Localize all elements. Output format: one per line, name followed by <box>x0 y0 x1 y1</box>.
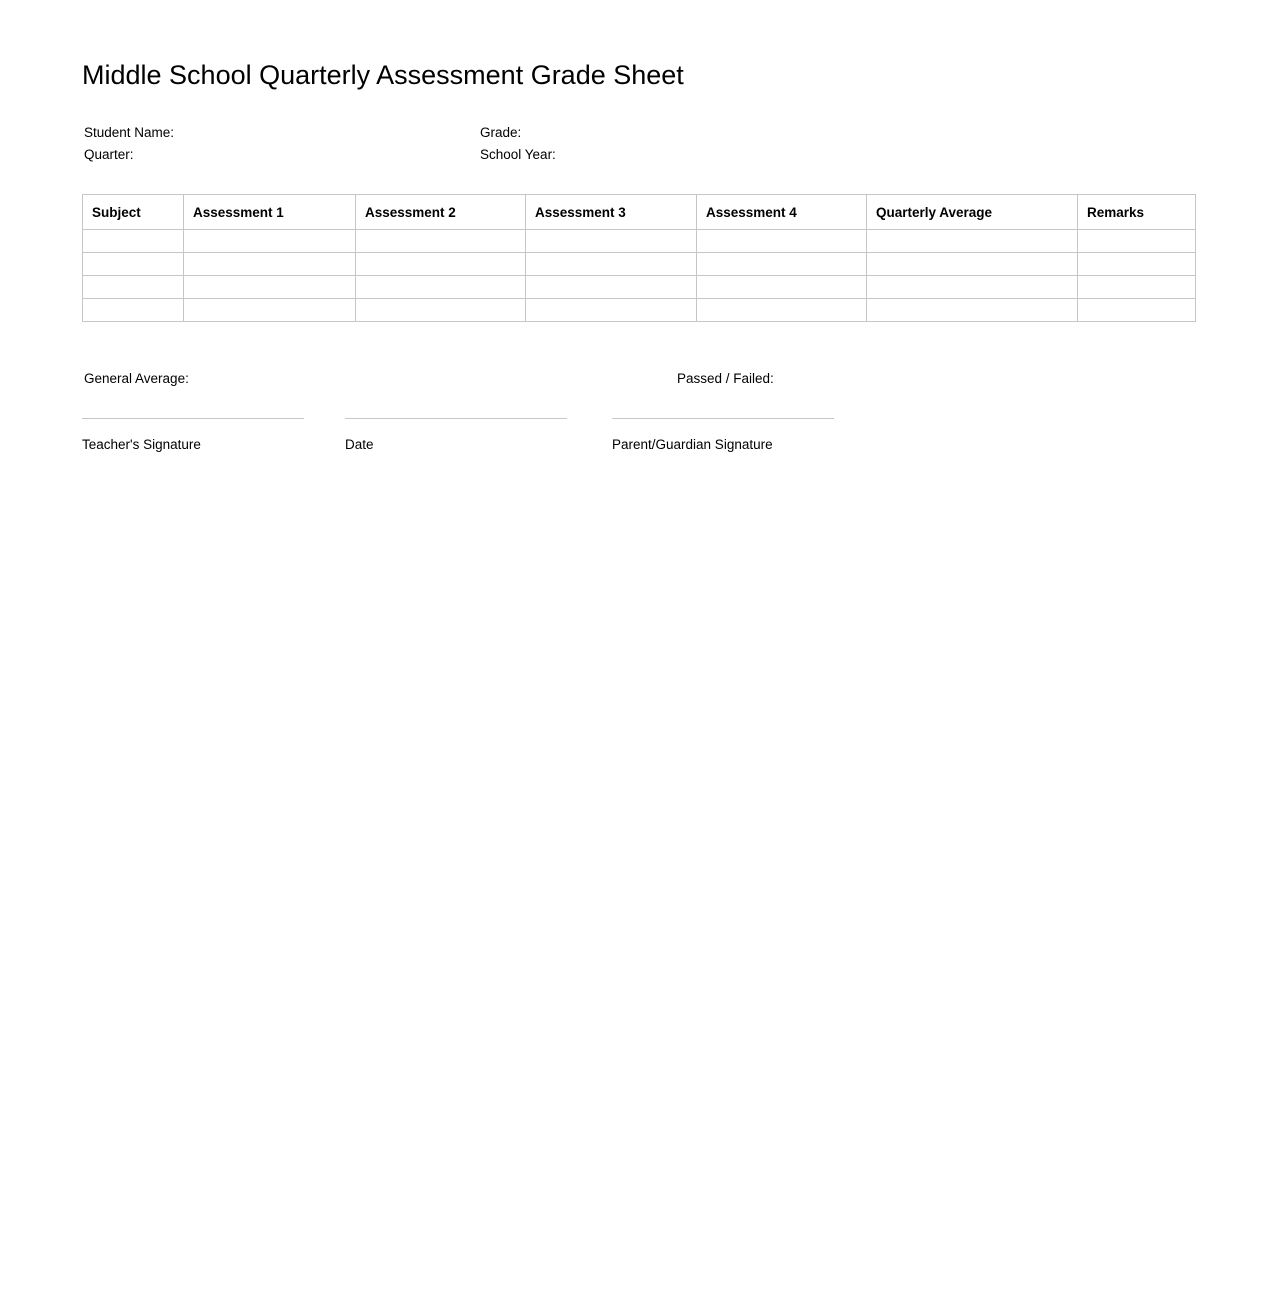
table-row <box>83 276 1196 299</box>
cell-assessment-3[interactable] <box>526 253 697 276</box>
cell-quarterly-average[interactable] <box>867 276 1078 299</box>
column-header-assessment-3: Assessment 3 <box>526 195 697 230</box>
cell-subject[interactable] <box>83 276 184 299</box>
column-header-remarks: Remarks <box>1078 195 1196 230</box>
signature-caption-parent: Parent/Guardian Signature <box>612 437 773 452</box>
cell-remarks[interactable] <box>1078 253 1196 276</box>
general-average-label: General Average: <box>84 371 189 386</box>
signature-line-parent[interactable] <box>612 418 834 419</box>
quarter-label: Quarter: <box>84 147 134 162</box>
summary-section <box>82 368 1182 390</box>
cell-assessment-2[interactable] <box>356 276 526 299</box>
column-header-quarterly-average: Quarterly Average <box>867 195 1078 230</box>
cell-assessment-3[interactable] <box>526 276 697 299</box>
signature-block-parent <box>612 418 834 456</box>
grade-label: Grade: <box>480 125 522 140</box>
cell-assessment-4[interactable] <box>697 299 867 322</box>
school-year-label: School Year: <box>480 147 556 162</box>
signature-caption-date: Date <box>345 437 374 452</box>
table-row <box>83 230 1196 253</box>
cell-quarterly-average[interactable] <box>867 299 1078 322</box>
passed-failed-label: Passed / Failed: <box>677 371 774 386</box>
cell-assessment-4[interactable] <box>697 276 867 299</box>
cell-remarks[interactable] <box>1078 299 1196 322</box>
column-header-assessment-1: Assessment 1 <box>184 195 356 230</box>
signature-line-teacher[interactable] <box>82 418 304 419</box>
cell-assessment-3[interactable] <box>526 299 697 322</box>
cell-quarterly-average[interactable] <box>867 253 1078 276</box>
column-header-assessment-2: Assessment 2 <box>356 195 526 230</box>
grade-table <box>82 194 1196 322</box>
column-header-subject: Subject <box>83 195 184 230</box>
column-header-assessment-4: Assessment 4 <box>697 195 867 230</box>
table-header-row <box>83 195 1196 230</box>
signature-line-date[interactable] <box>345 418 567 419</box>
page-title: Middle School Quarterly Assessment Grade Sheet <box>82 60 684 90</box>
cell-subject[interactable] <box>83 230 184 253</box>
student-info-section <box>82 122 1182 166</box>
student-info-row-2 <box>82 144 1182 166</box>
cell-assessment-2[interactable] <box>356 299 526 322</box>
signature-block-teacher <box>82 418 304 456</box>
cell-assessment-4[interactable] <box>697 253 867 276</box>
signature-caption-teacher: Teacher's Signature <box>82 437 201 452</box>
cell-subject[interactable] <box>83 299 184 322</box>
cell-assessment-1[interactable] <box>184 299 356 322</box>
table-row <box>83 299 1196 322</box>
cell-remarks[interactable] <box>1078 276 1196 299</box>
grade-table-container <box>82 194 1196 322</box>
table-row <box>83 253 1196 276</box>
cell-quarterly-average[interactable] <box>867 230 1078 253</box>
student-info-row-1 <box>82 122 1182 144</box>
cell-assessment-4[interactable] <box>697 230 867 253</box>
cell-assessment-1[interactable] <box>184 253 356 276</box>
cell-subject[interactable] <box>83 253 184 276</box>
table-body <box>83 230 1196 322</box>
student-name-label: Student Name: <box>84 125 175 140</box>
cell-assessment-3[interactable] <box>526 230 697 253</box>
cell-assessment-1[interactable] <box>184 230 356 253</box>
cell-assessment-2[interactable] <box>356 253 526 276</box>
cell-assessment-2[interactable] <box>356 230 526 253</box>
cell-remarks[interactable] <box>1078 230 1196 253</box>
cell-assessment-1[interactable] <box>184 276 356 299</box>
signature-block-date <box>345 418 567 456</box>
